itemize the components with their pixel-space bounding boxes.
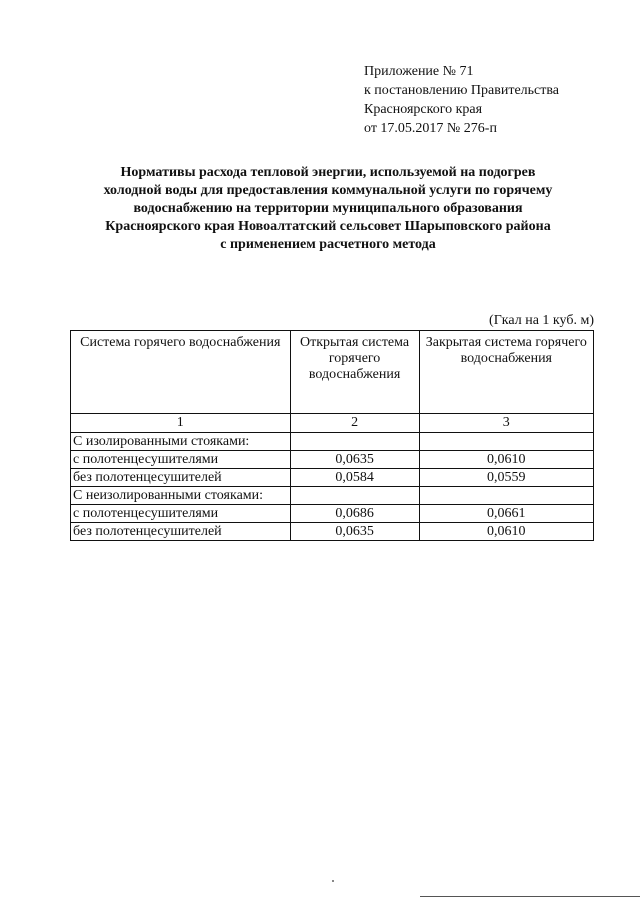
title-line: водоснабжению на территории муниципального образования [133,201,523,216]
title-line: с применением расчетного метода [220,237,436,252]
open-value: 0,0635 [290,523,419,541]
appendix-block [364,62,559,138]
norms-table [70,330,594,541]
table-row [71,523,594,541]
column-number: 3 [419,414,593,433]
row-label: без полотенцесушителей [71,523,291,541]
column-number: 2 [290,414,419,433]
header-closed-system: Закрытая система горячего водоснабжения [419,331,593,414]
title-line: холодной воды для предоставления коммунальной услуги по горячему [103,183,553,198]
column-number-row [71,414,594,433]
closed-value: 0,0610 [419,451,593,469]
document-title [60,164,596,254]
open-value [290,487,419,505]
column-number: 1 [71,414,291,433]
appendix-line: Приложение № 71 [364,64,474,79]
table-row [71,505,594,523]
closed-value: 0,0661 [419,505,593,523]
row-label: без полотенцесушителей [71,469,291,487]
closed-value [419,433,593,451]
open-value [290,433,419,451]
row-label: С неизолированными стояками: [71,487,291,505]
table-header-row [71,331,594,414]
appendix-line: к постановлению Правительства [364,83,560,98]
appendix-line: от 17.05.2017 № 276-п [364,121,497,136]
table-row [71,451,594,469]
scan-speck [332,880,334,882]
open-value: 0,0635 [290,451,419,469]
header-system: Система горячего водоснабжения [71,331,291,414]
closed-value [419,487,593,505]
row-label: с полотенцесушителями [71,451,291,469]
row-label: с полотенцесушителями [71,505,291,523]
title-line: Нормативы расхода тепловой энергии, используемой на подогрев [120,165,536,180]
closed-value: 0,0610 [419,523,593,541]
closed-value: 0,0559 [419,469,593,487]
table-row [71,433,594,451]
units-label: (Гкал на 1 куб. м) [489,313,594,328]
appendix-line: Красноярского края [364,102,483,117]
title-line: Красноярского края Новоалтатский сельсовет Шарыповского района [105,219,551,234]
open-value: 0,0686 [290,505,419,523]
header-open-system: Открытая система горячего водоснабжения [290,331,419,414]
row-label: С изолированными стояками: [71,433,291,451]
open-value: 0,0584 [290,469,419,487]
table-row [71,487,594,505]
table-row [71,469,594,487]
footer-divider [420,896,640,897]
